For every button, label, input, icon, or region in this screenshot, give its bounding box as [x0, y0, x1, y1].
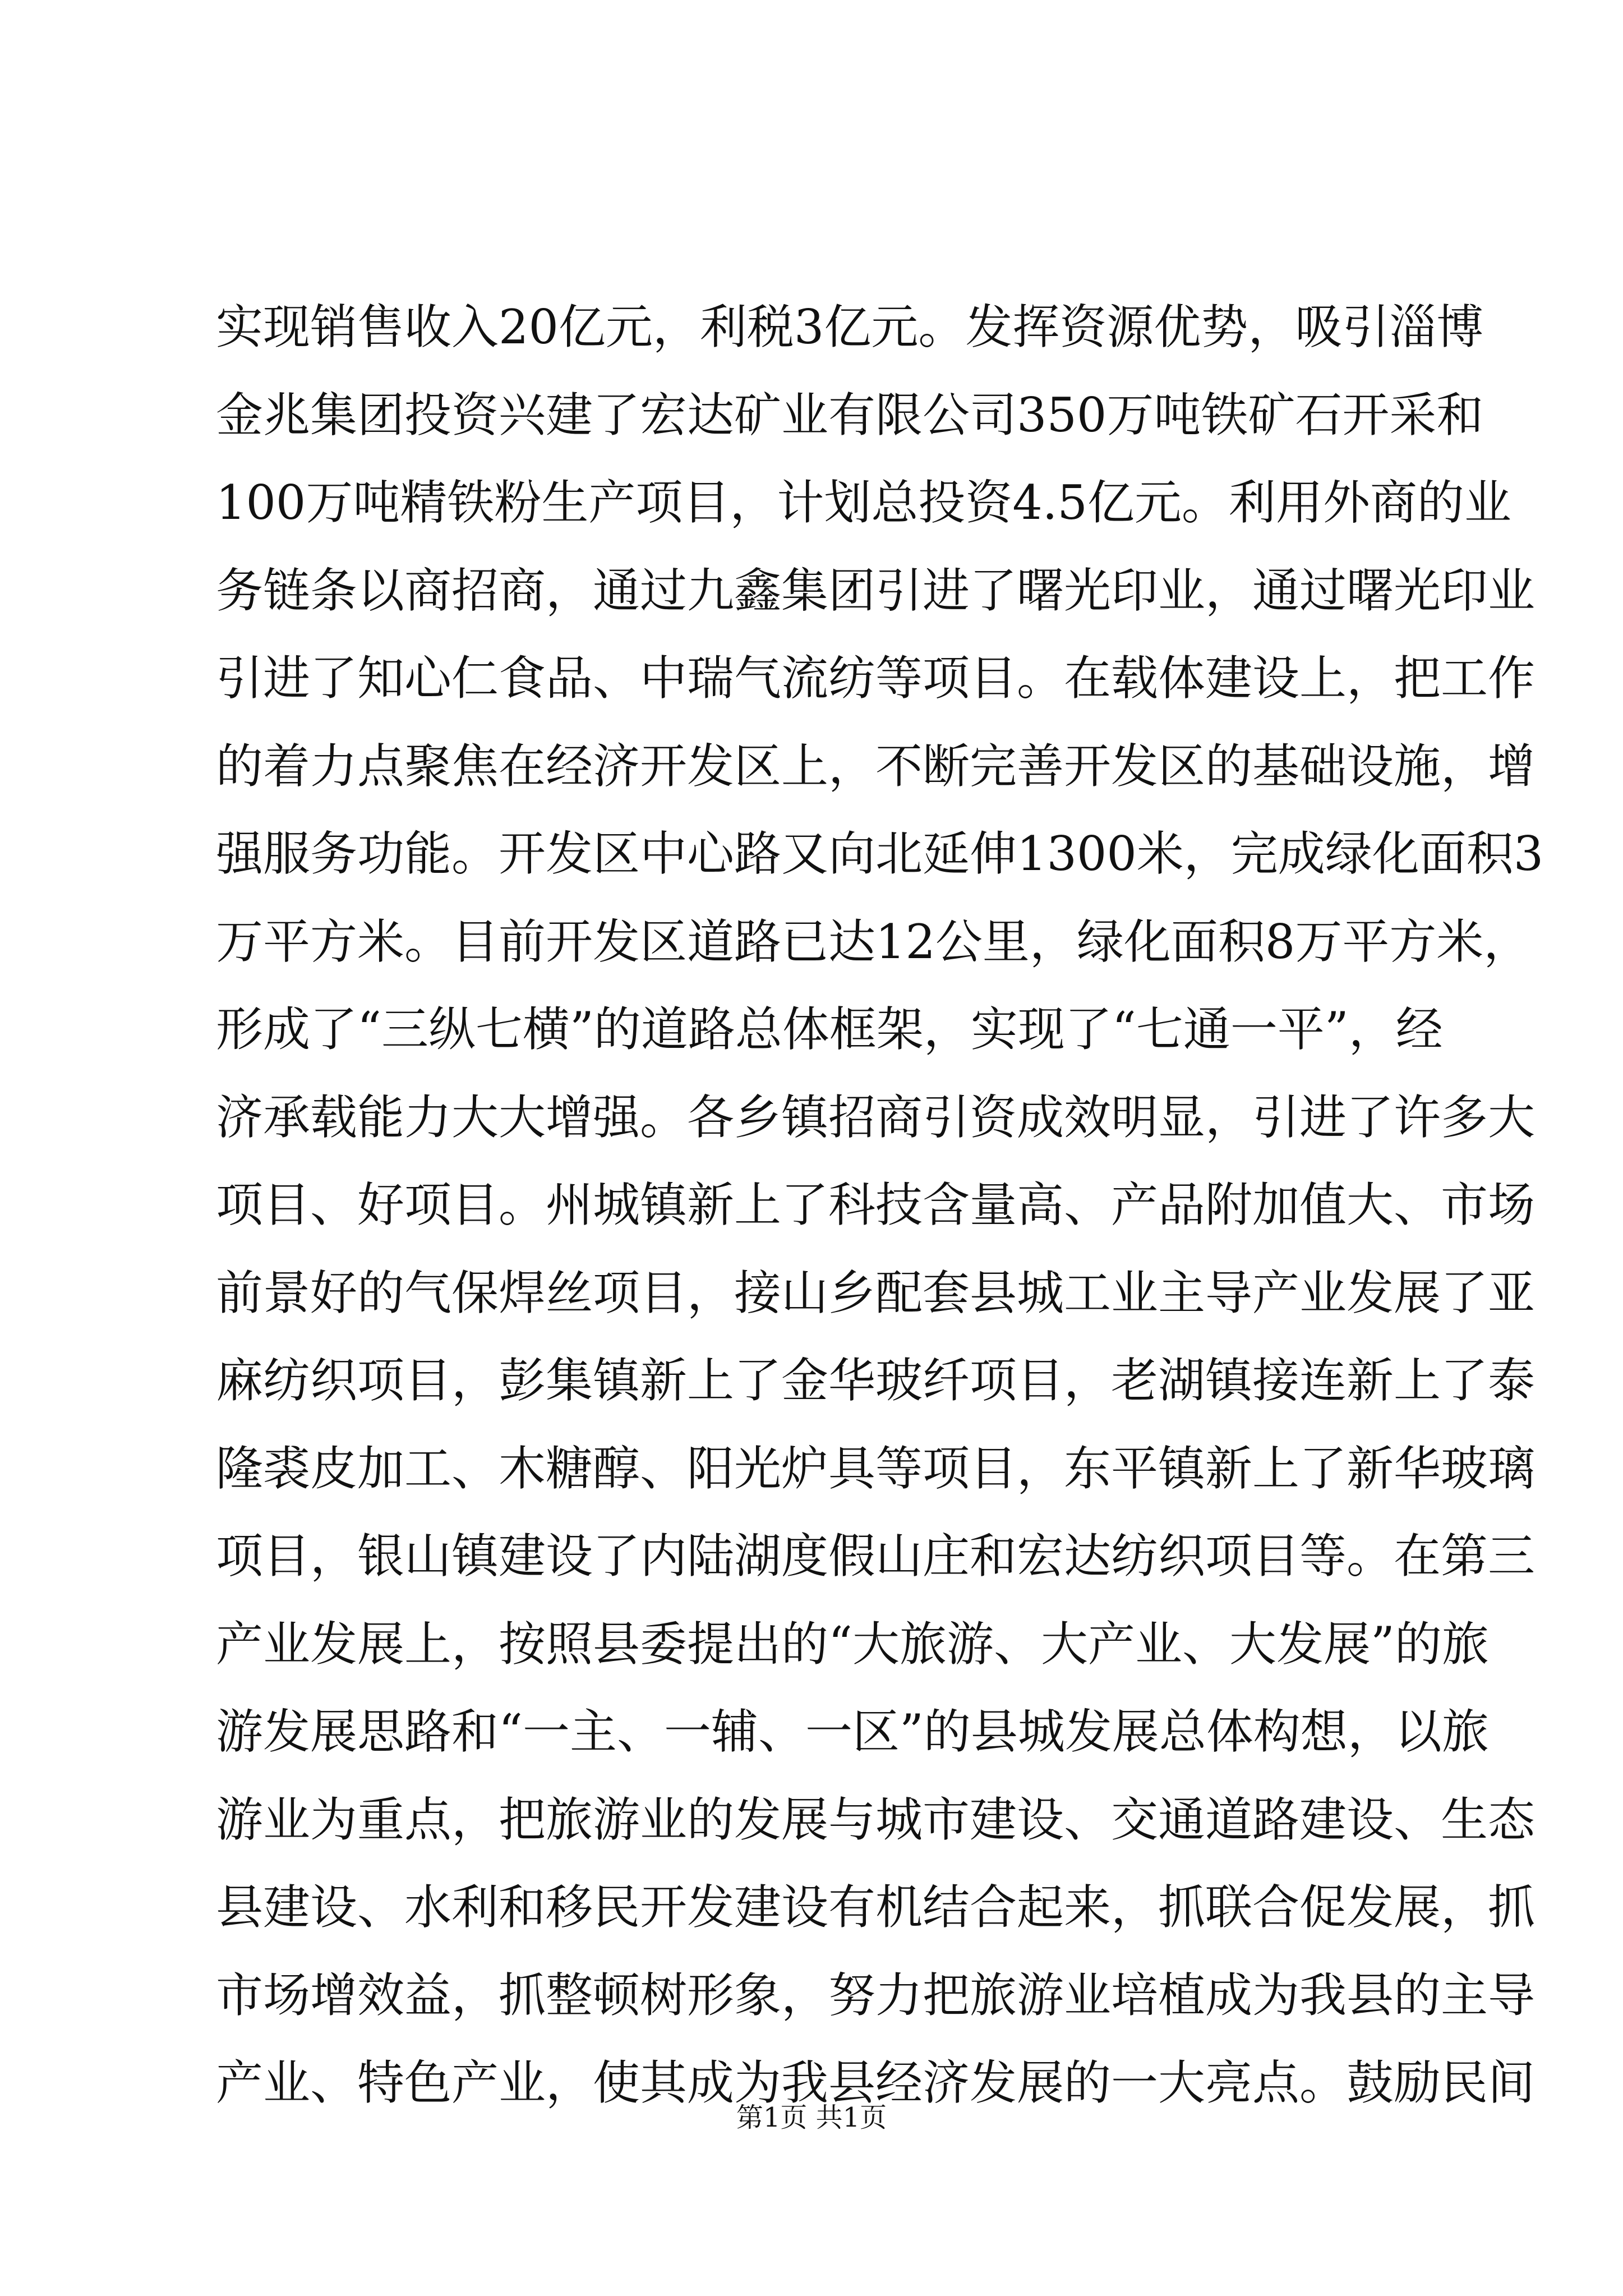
text-line: 游业为重点，把旅游业的发展与城市建设、交通道路建设、生态 — [216, 1792, 1536, 1847]
text-line: 前景好的气保焊丝项目，接山乡配套县城工业主导产业发展了亚 — [216, 1265, 1536, 1320]
text-line: 济承载能力大大增强。各乡镇招商引资成效明显，引进了许多大 — [216, 1089, 1536, 1145]
body-paragraph — [216, 283, 1544, 2127]
text-line: 的着力点聚焦在经济开发区上，不断完善开发区的基础设施，增 — [216, 738, 1536, 794]
text-line: 隆裘皮加工、木糖醇、阳光炉具等项目，东平镇新上了新华玻璃 — [216, 1441, 1536, 1496]
text-line: 市场增效益，抓整顿树形象，努力把旅游业培植成为我县的主导 — [216, 1967, 1536, 2023]
page-number-footer: 第1页 共1页 — [736, 2102, 887, 2133]
text-line: 引进了知心仁食品、中瑞气流纺等项目。在载体建设上，把工作 — [216, 651, 1536, 706]
text-line: 项目，银山镇建设了内陆湖度假山庄和宏达纺织项目等。在第三 — [216, 1529, 1536, 1584]
text-line: 游发展思路和“一主、一辅、一区”的县城发展总体构想，以旅 — [216, 1704, 1489, 1759]
text-line: 务链条以商招商，通过九鑫集团引进了曙光印业，通过曙光印业 — [216, 563, 1536, 618]
text-line: 县建设、水利和移民开发建设有机结合起来，抓联合促发展，抓 — [216, 1880, 1536, 1935]
text-line: 项目、好项目。州城镇新上了科技含量高、产品附加值大、市场 — [216, 1177, 1536, 1232]
text-line: 万平方米。目前开发区道路已达12公里，绿化面积8万平方米， — [216, 914, 1531, 969]
text-line: 实现销售收入20亿元，利税3亿元。发挥资源优势，吸引淄博 — [216, 300, 1484, 355]
text-line: 产业、特色产业，使其成为我县经济发展的一大亮点。鼓励民间 — [216, 2055, 1536, 2110]
text-line: 形成了“三纵七横”的道路总体框架，实现了“七通一平”，经 — [216, 1002, 1443, 1057]
text-line: 100万吨精铁粉生产项目，计划总投资4.5亿元。利用外商的业 — [216, 475, 1511, 530]
text-line: 强服务功能。开发区中心路又向北延伸1300米，完成绿化面积3 — [216, 826, 1544, 881]
text-line: 产业发展上，按照县委提出的“大旅游、大产业、大发展”的旅 — [216, 1616, 1489, 1672]
text-line: 金兆集团投资兴建了宏达矿业有限公司350万吨铁矿石开采和 — [216, 387, 1484, 443]
text-line: 麻纺织项目，彭集镇新上了金华玻纤项目，老湖镇接连新上了泰 — [216, 1353, 1536, 1408]
